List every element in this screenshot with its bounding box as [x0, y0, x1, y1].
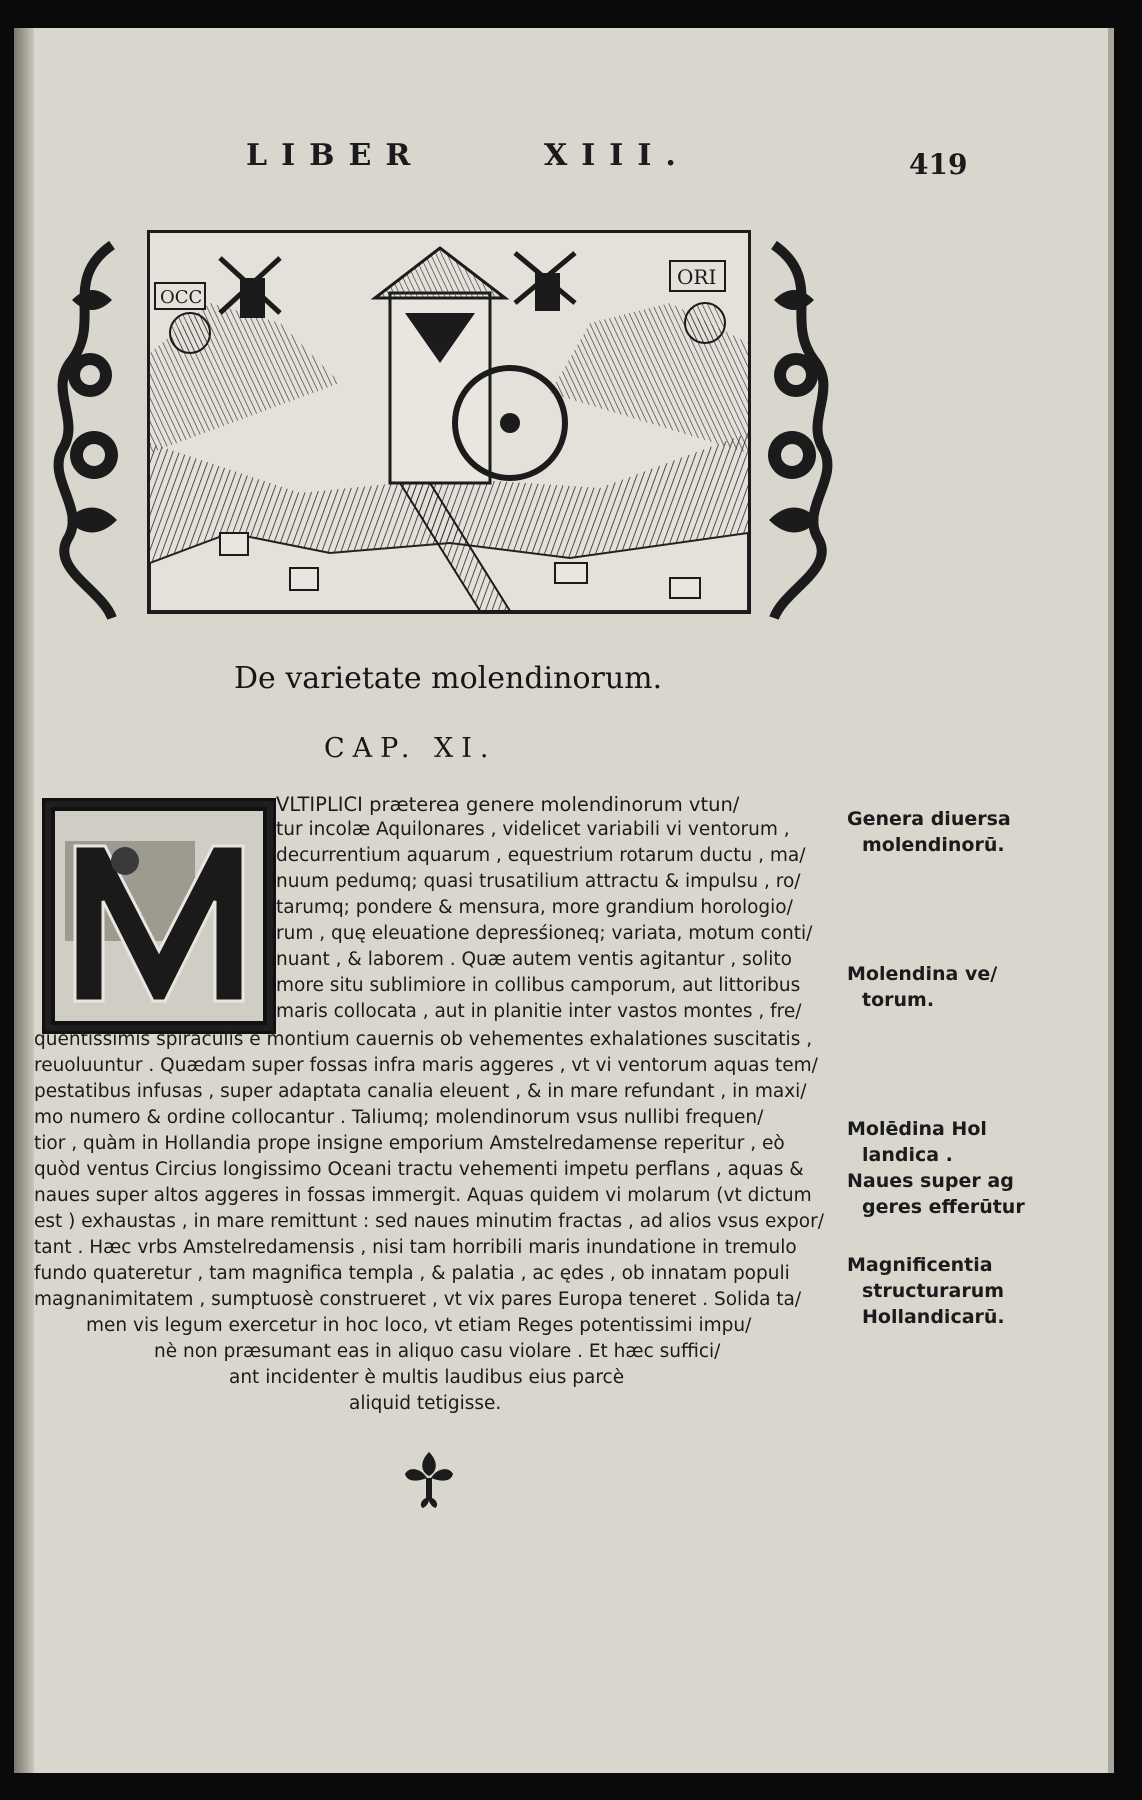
body-text-line: ant incidenter è multis laudibus eius parcè	[229, 1367, 625, 1388]
body-text-line: fundo quateretur , tam magnifica templa , & palatia , ac ędes , ob innatam populi	[34, 1263, 790, 1284]
body-text-line: magnanimitatem , sumptuosè construeret , vt vix pares Europa teneret . Solida ta/	[34, 1289, 802, 1310]
folio-number: 419	[909, 148, 968, 181]
body-text-line: tior , quàm in Hollandia prope insigne emporium Amstelredamense reperitur , eò	[34, 1133, 785, 1154]
body-text-line: pestatibus infusas , super adaptata canalia eleuent , & in mare refundant , in maxi/	[34, 1081, 807, 1102]
body-text-line: nuant , & laborem . Quæ autem ventis agitantur , solito	[276, 949, 792, 970]
marginal-note: torum.	[862, 989, 935, 1011]
body-text-line: decurrentium aquarum , equestrium rotarum ductu , ma/	[276, 845, 806, 866]
body-text-line: naues super altos aggeres in fossas immergit. Aquas quidem vi molarum (vt dictum	[34, 1185, 812, 1206]
marginal-note: Molēdina Hol	[847, 1118, 987, 1140]
ornament-left-icon	[42, 240, 138, 620]
woodcut-label-west: OCC	[160, 287, 203, 308]
body-text-line: aliquid tetigisse.	[349, 1393, 502, 1414]
fleuron-ornament-icon	[399, 1448, 459, 1510]
page-edge	[1108, 28, 1114, 1773]
body-text-line: nuum pedumq; quasi trusatilium attractu & impulsu , ro/	[276, 871, 801, 892]
marginal-note: Genera diuersa	[847, 808, 1011, 830]
section-title: De varietate molendinorum.	[234, 661, 663, 696]
body-text-line: est ) exhaustas , in mare remittunt : sed naues minutim fractas , ad alios vsus expor/	[34, 1211, 824, 1232]
marginal-note: Magnificentia	[847, 1254, 993, 1276]
body-text-line: mo numero & ordine collocantur . Taliumq; molendinorum vsus nullibi frequen/	[34, 1107, 764, 1128]
marginal-note: landica .	[862, 1144, 953, 1166]
marginal-note: molendinorū.	[862, 834, 1005, 856]
body-text-line: reuoluuntur . Quædam super fossas infra maris aggeres , vt vi ventorum aquas tem/	[34, 1055, 818, 1076]
body-text-line: tant . Hæc vrbs Amstelredamensis , nisi tam horribili maris inundatione in tremulo	[34, 1237, 797, 1258]
marginal-note: Hollandicarū.	[862, 1306, 1005, 1328]
woodcut-label-east: ORI	[677, 265, 717, 289]
marginal-note: geres efferūtur	[862, 1196, 1025, 1218]
woodcut-illustration	[42, 220, 842, 640]
marginal-note: Naues super ag	[847, 1170, 1014, 1192]
body-text-line: quòd ventus Circius longissimo Oceani tractu vehementi impetu perflans , aquas &	[34, 1159, 804, 1180]
book-page	[14, 28, 1114, 1773]
marginal-note: structurarum	[862, 1280, 1005, 1302]
body-text-line: rum , quę eleuatione depresśioneq; variata, motum conti/	[276, 923, 813, 944]
windmill-scene	[147, 230, 751, 614]
ornament-right-icon	[748, 240, 844, 620]
body-text-line: more situ sublimiore in collibus camporum, aut littoribus	[276, 975, 801, 996]
body-text-line: nè non præsumant eas in aliquo casu violare . Et hæc suffici/	[154, 1341, 721, 1362]
page-spine-shadow	[14, 28, 34, 1773]
running-head-book: LIBER	[246, 138, 425, 173]
decorated-initial-m-icon	[42, 798, 276, 1034]
marginal-note: Molendina ve/	[847, 963, 998, 985]
body-text-line: men vis legum exercetur in hoc loco, vt etiam Reges potentissimi impu/	[86, 1315, 752, 1336]
body-text-line: maris collocata , aut in planitie inter vastos montes , fre/	[276, 1001, 802, 1022]
body-text-line: tarumq; pondere & mensura, more grandium horologio/	[276, 897, 793, 918]
chapter-heading: CAP. XI.	[324, 733, 497, 764]
body-text-line: tur incolæ Aquilonares , videlicet variabili vi ventorum ,	[276, 819, 790, 840]
running-head-number: XIII.	[544, 138, 690, 173]
body-text-line: VLTIPLICI præterea genere molendinorum vtun/	[276, 793, 740, 816]
body-text-line: quentissimis spiraculis è montium cauernis ob vehementes exhalationes suscitatis ,	[34, 1029, 813, 1050]
